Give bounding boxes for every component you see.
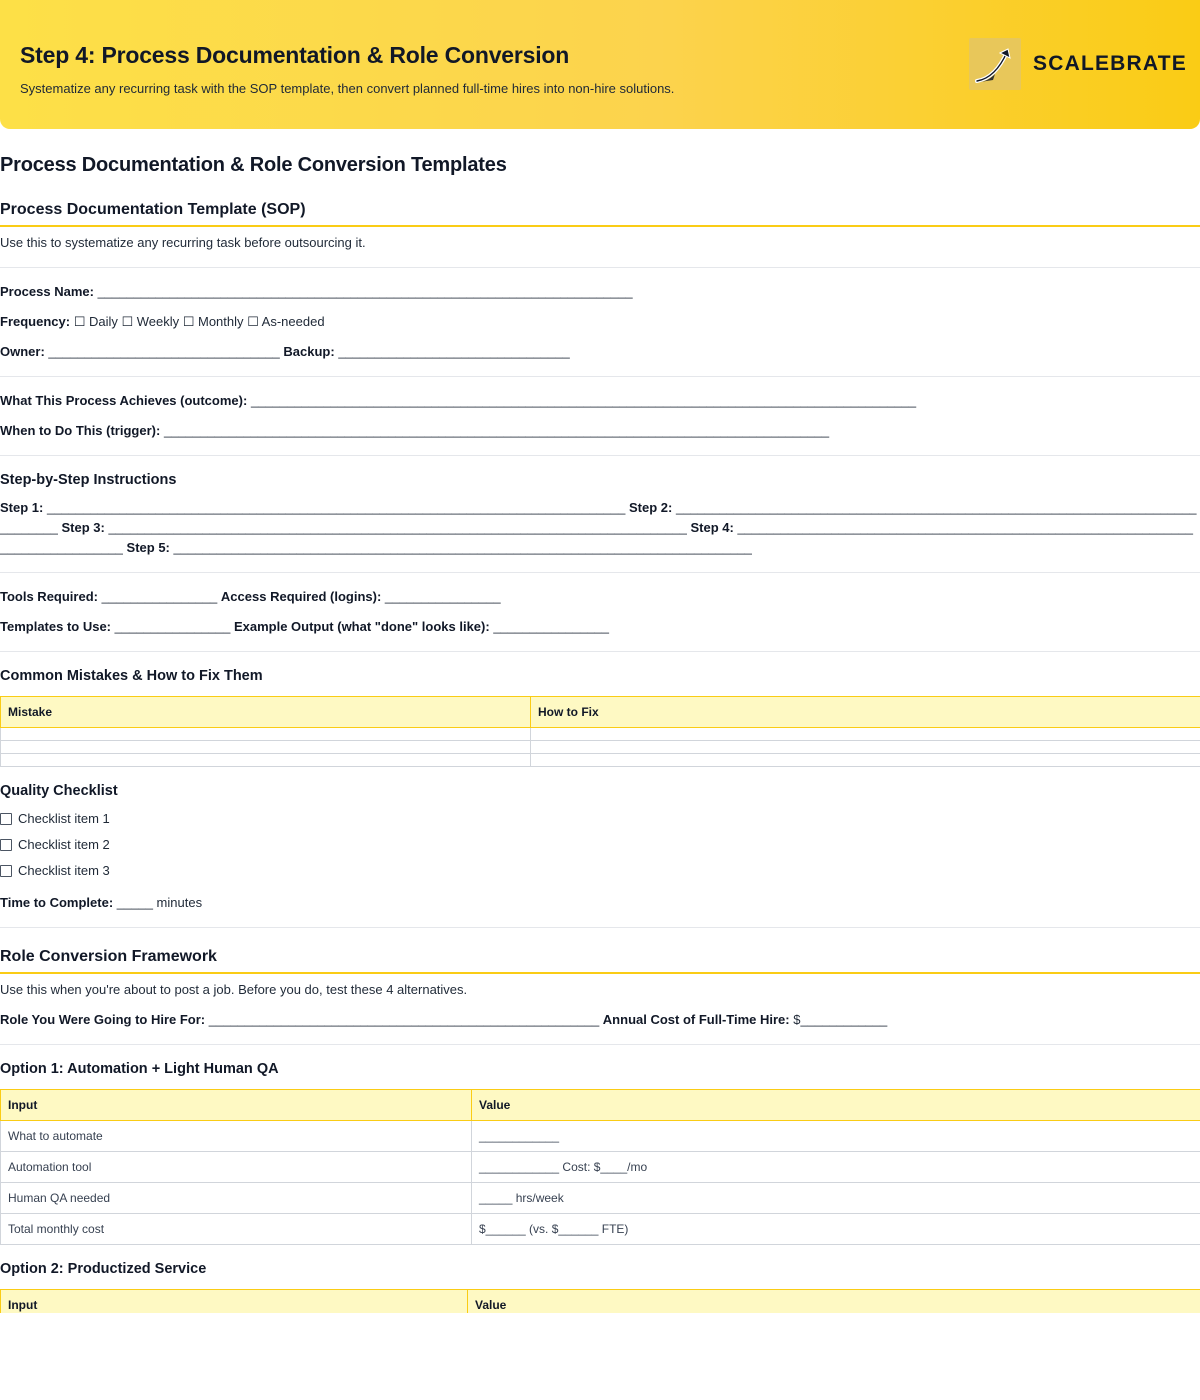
table-row — [1, 1152, 1200, 1183]
option-1-heading: Option 1: Automation + Light Human QA — [0, 1061, 279, 1077]
access-label: Access Required (logins): — [220, 589, 382, 604]
main-content — [0, 129, 1200, 1313]
step-4-label: Step 4: — [690, 520, 734, 535]
time-label: Time to Complete: — [0, 895, 114, 910]
table-row[interactable] — [1, 754, 1200, 767]
table-cell[interactable] — [1, 754, 531, 767]
column-header: Value — [468, 1290, 1200, 1314]
header-title: Step 4: Process Documentation & Role Conversion — [20, 42, 570, 68]
table-cell[interactable]: ____________ Cost: $____/mo — [472, 1152, 1200, 1183]
example-label: Example Output (what "done" looks like): — [233, 619, 490, 634]
column-header: How to Fix — [531, 697, 1200, 728]
step-5-label: Step 5: — [126, 540, 170, 555]
checkbox[interactable] — [0, 865, 12, 877]
divider — [0, 927, 1200, 928]
table-row[interactable] — [1, 741, 1200, 754]
cost-label: Annual Cost of Full-Time Hire: — [602, 1012, 790, 1027]
option-1-table — [0, 1089, 1200, 1245]
time-to-complete-field[interactable] — [0, 895, 202, 910]
checklist-item-label: Checklist item 1 — [18, 811, 110, 826]
divider — [0, 267, 1200, 268]
rising-arrow-icon — [969, 38, 1021, 90]
trigger-blank[interactable]: ____________________________________________________________________________________________ — [163, 423, 830, 438]
steps-list[interactable] — [0, 498, 1200, 558]
role-heading-underline — [0, 972, 1200, 974]
hire-field[interactable] — [0, 1012, 887, 1027]
mistakes-heading: Common Mistakes & How to Fix Them — [0, 668, 263, 684]
divider — [0, 455, 1200, 456]
templates-blank[interactable]: ________________ — [114, 619, 231, 634]
templates-example-field[interactable] — [0, 619, 609, 634]
owner-backup-field[interactable] — [0, 344, 570, 359]
step-4-blank[interactable]: ________________________________________________________________________________ — [0, 520, 1193, 555]
divider — [0, 651, 1200, 652]
process-name-field[interactable] — [0, 284, 633, 299]
table-cell[interactable]: _____ hrs/week — [472, 1183, 1200, 1214]
checklist-heading: Quality Checklist — [0, 783, 118, 799]
templates-label: Templates to Use: — [0, 619, 112, 634]
cost-blank[interactable]: $____________ — [793, 1012, 888, 1027]
outcome-field[interactable] — [0, 393, 916, 408]
role-intro: Use this when you're about to post a job. Before you do, test these 4 alternatives. — [0, 982, 468, 997]
frequency-options[interactable]: ☐ Daily ☐ Weekly ☐ Monthly ☐ As-needed — [73, 314, 325, 329]
table-row — [1, 1183, 1200, 1214]
checklist-item[interactable] — [0, 863, 110, 878]
outcome-label: What This Process Achieves (outcome): — [0, 393, 248, 408]
process-name-label: Process Name: — [0, 284, 94, 299]
table-cell[interactable]: $______ (vs. $______ FTE) — [472, 1214, 1200, 1245]
table-header-row — [1, 1090, 1200, 1121]
table-row[interactable] — [1, 728, 1200, 741]
trigger-label: When to Do This (trigger): — [0, 423, 161, 438]
tools-label: Tools Required: — [0, 589, 98, 604]
role-heading: Role Conversion Framework — [0, 948, 217, 965]
step-2-blank[interactable]: ________________________________________________________________________________ — [0, 500, 1197, 535]
column-header: Mistake — [1, 697, 531, 728]
table-cell[interactable] — [531, 741, 1200, 754]
outcome-blank[interactable]: ____________________________________________________________________________________________ — [250, 393, 917, 408]
divider — [0, 572, 1200, 573]
table-cell[interactable]: ____________ — [472, 1121, 1200, 1152]
checklist-item[interactable] — [0, 811, 110, 826]
frequency-label: Frequency: — [0, 314, 71, 329]
owner-blank[interactable]: ________________________________ — [48, 344, 280, 359]
table-cell[interactable] — [531, 728, 1200, 741]
step-3-label: Step 3: — [61, 520, 105, 535]
divider — [0, 376, 1200, 377]
header-subtitle: Systematize any recurring task with the SOP template, then convert planned full-time hires into non-hire solutions. — [20, 81, 675, 96]
sop-heading-underline — [0, 225, 1200, 227]
step-3-blank[interactable]: ________________________________________________________________________________ — [108, 520, 687, 535]
tools-access-field[interactable] — [0, 589, 501, 604]
backup-label: Backup: — [283, 344, 335, 359]
step-2-label: Step 2: — [629, 500, 673, 515]
header-banner — [0, 0, 1200, 129]
column-header: Input — [1, 1090, 472, 1121]
table-cell[interactable] — [1, 728, 531, 741]
trigger-field[interactable] — [0, 423, 829, 438]
backup-blank[interactable]: ________________________________ — [338, 344, 570, 359]
access-blank[interactable]: ________________ — [384, 589, 501, 604]
step-1-label: Step 1: — [0, 500, 44, 515]
process-name-blank[interactable]: __________________________________________________________________________ — [97, 284, 633, 299]
table-row — [1, 1121, 1200, 1152]
frequency-field[interactable] — [0, 314, 325, 330]
table-cell: Total monthly cost — [1, 1214, 472, 1245]
step-1-blank[interactable]: ________________________________________________________________________________ — [46, 500, 626, 515]
checkbox[interactable] — [0, 813, 12, 825]
table-header-row — [1, 697, 1200, 728]
table-header-row — [1, 1290, 1200, 1314]
table-cell[interactable] — [531, 754, 1200, 767]
checklist-item-label: Checklist item 2 — [18, 837, 110, 852]
column-header: Input — [1, 1290, 468, 1314]
owner-label: Owner: — [0, 344, 45, 359]
option-2-table — [0, 1289, 1200, 1313]
table-row — [1, 1214, 1200, 1245]
logo — [969, 38, 1021, 90]
mistakes-table — [0, 696, 1200, 767]
time-blank[interactable]: _____ minutes — [116, 895, 203, 910]
hire-label: Role You Were Going to Hire For: — [0, 1012, 206, 1027]
logo-text: SCALEBRATE — [1033, 52, 1187, 75]
hire-blank[interactable]: ______________________________________________________ — [208, 1012, 600, 1027]
divider — [0, 1044, 1200, 1045]
checklist-item[interactable] — [0, 837, 110, 852]
step-5-blank[interactable]: ________________________________________________________________________________ — [173, 540, 752, 555]
table-cell: Human QA needed — [1, 1183, 472, 1214]
page-title: Process Documentation & Role Conversion Templates — [0, 154, 507, 176]
table-cell: Automation tool — [1, 1152, 472, 1183]
checkbox[interactable] — [0, 839, 12, 851]
tools-blank[interactable]: ________________ — [101, 589, 218, 604]
column-header: Value — [472, 1090, 1200, 1121]
table-cell: What to automate — [1, 1121, 472, 1152]
sop-intro: Use this to systematize any recurring task before outsourcing it. — [0, 235, 366, 250]
table-cell[interactable] — [1, 741, 531, 754]
example-blank[interactable]: ________________ — [493, 619, 610, 634]
sop-heading: Process Documentation Template (SOP) — [0, 201, 306, 218]
checklist-item-label: Checklist item 3 — [18, 863, 110, 878]
steps-heading: Step-by-Step Instructions — [0, 472, 177, 488]
option-2-heading: Option 2: Productized Service — [0, 1261, 207, 1277]
